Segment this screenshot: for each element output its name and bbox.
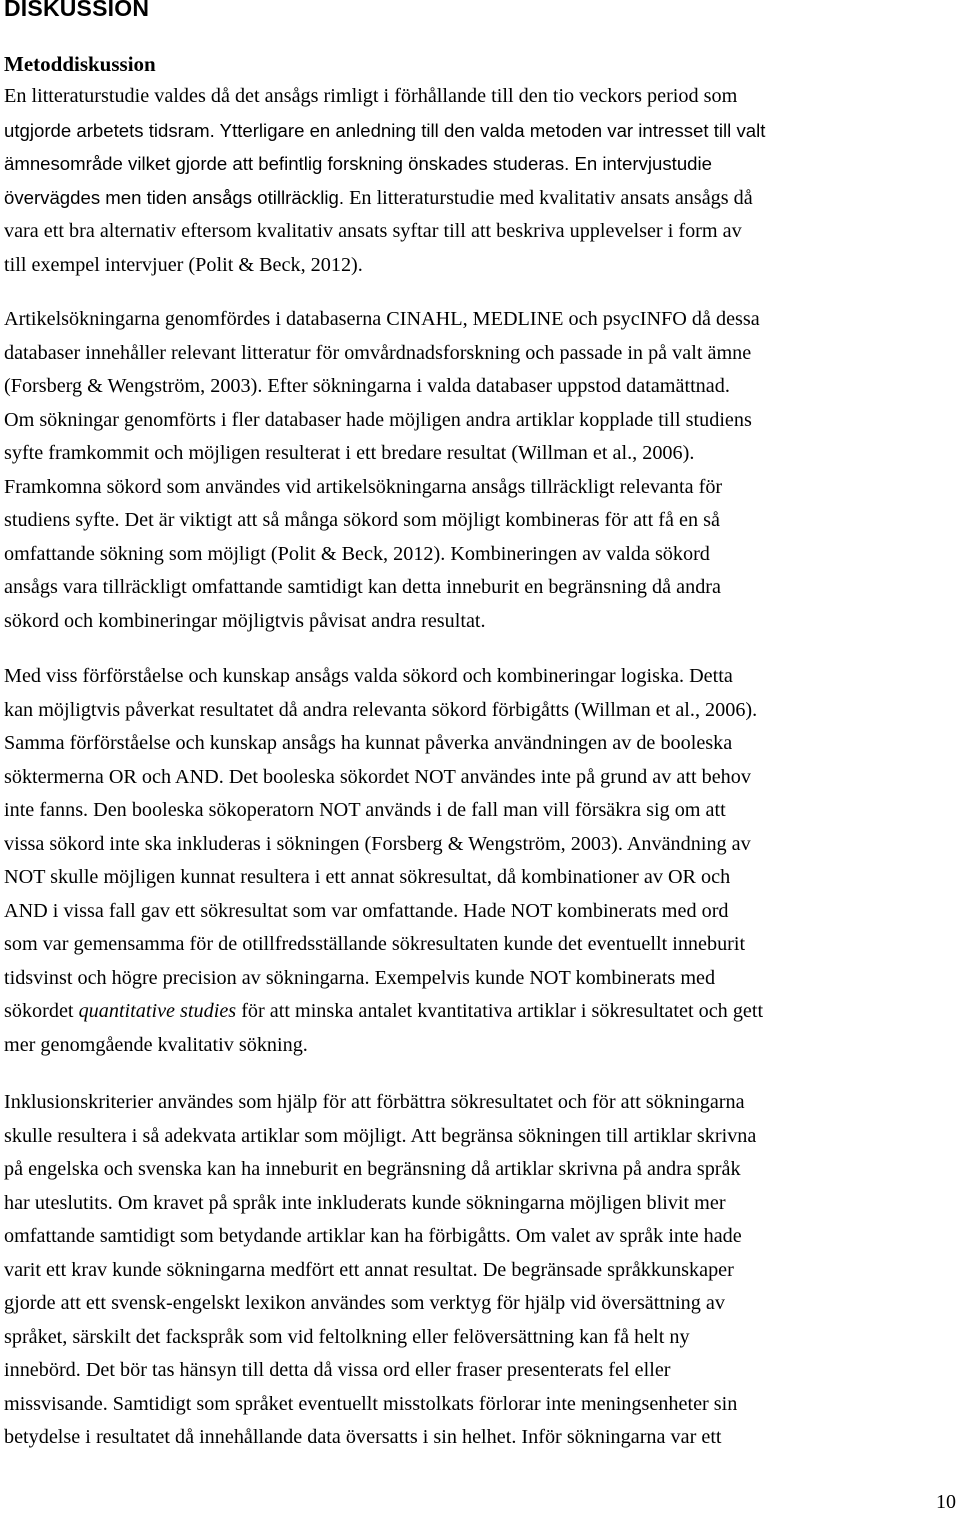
section-heading: DISKUSSION [4, 0, 150, 21]
text-line: gjorde att ett svensk-engelskt lexikon användes som verktyg för hjälp vid översättning av [4, 1292, 725, 1314]
text-line: ansågs vara tillräckligt omfattande samtidigt kan detta inneburit en begränsning då andra [4, 576, 721, 598]
page-number: 10 [936, 1491, 956, 1513]
text-line: Samma förförståelse och kunskap ansågs ha kunnat påverka användningen av de booleska [4, 732, 733, 754]
text-fragment: för att minska antalet kvantitativa artiklar i sökresultatet och gett [236, 1000, 764, 1022]
paragraph-database-search [4, 303, 959, 638]
text-line: utgjorde arbetets tidsram. Ytterligare en anledning till den valda metoden var intresset till valt [4, 119, 766, 141]
text-line: Inklusionskriterier användes som hjälp för att förbättra sökresultatet och för att sökningarna [4, 1091, 745, 1113]
text-line: till exempel intervjuer (Polit & Beck, 2012). [4, 253, 363, 276]
text-line: missvisande. Samtidigt som språket eventuellt misstolkats förlorar inte meningsenheter sin [4, 1392, 738, 1415]
text-line: innebörd. Det bör tas hänsyn till detta då vissa ord eller fraser presenterats fel eller [4, 1359, 671, 1381]
subsection-heading: Metoddiskussion [4, 52, 156, 76]
text-line: vara ett bra alternativ eftersom kvalitativ ansats syftar till att beskriva upplevelser i form av [4, 220, 742, 242]
text-line: som var gemensamma för de otillfredsställande sökresultaten kunde det eventuellt inneburit [4, 933, 746, 955]
text-line: AND i vissa fall gav ett sökresultat som var omfattande. Hade NOT kombinerats med ord [4, 899, 729, 922]
text-line [4, 995, 959, 1029]
text-line: En litteraturstudie valdes då det ansågs rimligt i förhållande till den tio veckors period som [4, 85, 738, 107]
text-line: inte fanns. Den booleska sökoperatorn NOT används i de fall man vill försäkra sig om att [4, 799, 726, 821]
text-fragment: övervägdes men tiden ansågs otillräcklig. [4, 186, 345, 208]
text-line: betydelse i resultatet då innehållande data översatts i sin helhet. Inför sökningarna var ett [4, 1426, 722, 1448]
text-line: Framkomna sökord som användes vid artikelsökningarna ansågs tillräckligt relevanta för [4, 475, 723, 498]
paragraph-inclusion-criteria [4, 1086, 959, 1455]
text-line: omfattande samtidigt som betydande artiklar kan ha förbigåtts. Om valet av språk inte hade [4, 1225, 742, 1247]
text-line: databaser innehåller relevant litteratur för omvårdnadsforskning och passade in på valt ämne [4, 341, 752, 364]
text-line: ämnesområde vilket gjorde att befintlig forskning önskades studeras. En intervjustudie [4, 153, 712, 174]
paragraph-method-choice [4, 80, 959, 282]
text-line: Artikelsökningarna genomfördes i databaserna CINAHL, MEDLINE och psycINFO då dessa [4, 308, 760, 330]
text-line: (Forsberg & Wengström, 2003). Efter sökningarna i valda databaser uppstod datamättnad. [4, 375, 730, 397]
text-line [4, 181, 959, 216]
text-line: har uteslutits. Om kravet på språk inte inkluderats kunde sökningarna möjligen blivit mer [4, 1191, 726, 1214]
text-line: språket, särskilt det fackspråk som vid feltolkning eller felöversättning kan få helt ny [4, 1325, 690, 1348]
text-line: söktermerna OR och AND. Det booleska sökordet NOT användes inte på grund av att behov [4, 765, 751, 788]
text-line: mer genomgående kvalitativ sökning. [4, 1033, 308, 1056]
text-line: vissa sökord inte ska inkluderas i sökningen (Forsberg & Wengström, 2003). Användning av [4, 832, 751, 855]
paragraph-boolean-operators [4, 660, 959, 1062]
text-line: sökord och kombineringar möjligtvis påvisat andra resultat. [4, 609, 486, 632]
italic-term: quantitative studies [78, 1000, 237, 1022]
text-line: kan möjligtvis påverkat resultatet då andra relevanta sökord förbigåtts (Willman et al., 2006). [4, 698, 758, 721]
text-line: Med viss förförståelse och kunskap ansågs valda sökord och kombineringar logiska. Detta [4, 665, 733, 687]
text-line: studiens syfte. Det är viktigt att så många sökord som möjligt kombineras för att få en så [4, 509, 720, 531]
text-line: NOT skulle möjligen kunnat resultera i ett annat sökresultat, då kombinationer av OR och [4, 866, 731, 888]
text-fragment: En litteraturstudie med kvalitativ ansats ansågs då [344, 186, 753, 209]
text-fragment: sökordet [4, 1000, 79, 1022]
text-line: Om sökningar genomförts i fler databaser hade möjligen andra artiklar kopplade till studiens [4, 408, 752, 431]
text-line: syfte framkommit och möjligen resulterat i ett bredare resultat (Willman et al., 2006). [4, 442, 695, 464]
text-line: omfattande sökning som möjligt (Polit & Beck, 2012). Kombineringen av valda sökord [4, 542, 710, 565]
text-line: skulle resultera i så adekvata artiklar som möjligt. Att begränsa sökningen till artiklar skrivna [4, 1124, 757, 1147]
text-line: tidsvinst och högre precision av sökningarna. Exempelvis kunde NOT kombinerats med [4, 966, 716, 989]
text-line: på engelska och svenska kan ha inneburit en begränsning då artiklar skrivna på andra språk [4, 1158, 741, 1180]
text-line: varit ett krav kunde sökningarna medfört ett annat resultat. De begränsade språkkunskaper [4, 1258, 734, 1281]
